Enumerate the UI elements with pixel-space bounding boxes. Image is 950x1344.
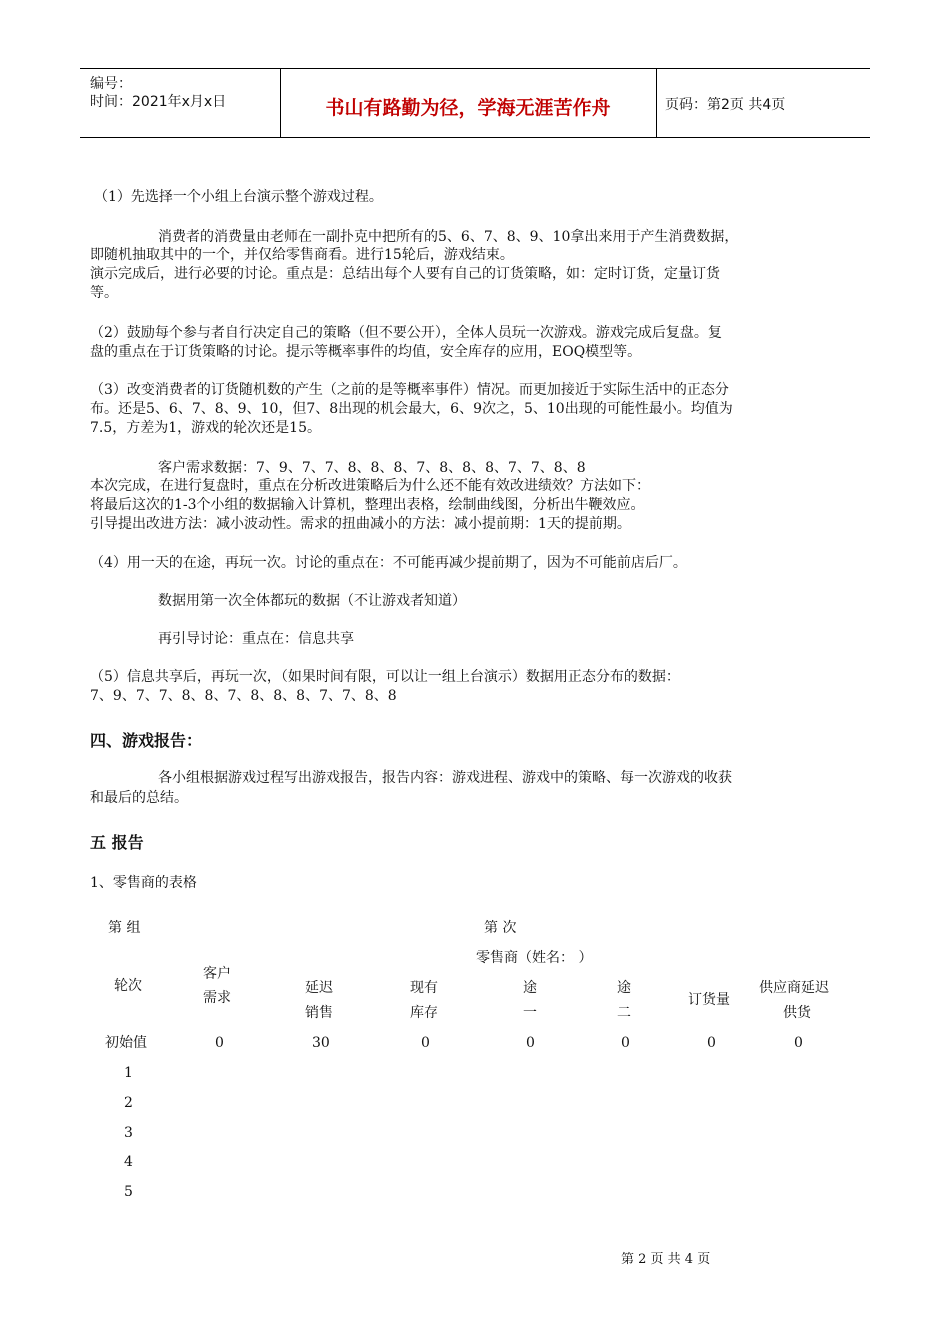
- section-heading-4: 四、游戏报告：: [90, 731, 203, 750]
- page-footer: 第 2 页 共 4 页: [621, 1252, 711, 1267]
- motto: 书山有路勤为径，学海无涯苦作舟: [325, 97, 611, 119]
- paragraph-line: 7.5，方差为1，游戏的轮次还是15。: [90, 420, 321, 436]
- col-header-demand: 客户: [203, 966, 231, 982]
- table-cell: 0: [794, 1035, 803, 1051]
- section-heading-5: 五 报告: [90, 833, 144, 852]
- table-cell: 0: [215, 1035, 224, 1051]
- paragraph-line: 消费者的消费量由老师在一副扑克中把所有的5、6、7、8、9、10拿出来用于产生消费数据，: [158, 229, 739, 245]
- retailer-name-label: 零售商（姓名： ）: [476, 950, 593, 966]
- paragraph-line: 将最后这次的1-3个小组的数据输入计算机，整理出表格，绘制曲线图，分析出牛鞭效应。: [90, 497, 645, 513]
- paragraph-step1: （1）先选择一个小组上台演示整个游戏过程。: [94, 189, 383, 205]
- demand-data-line: 客户需求数据：7、9、7、7、8、8、8、7、8、8、8、7、7、8、8: [158, 460, 586, 476]
- col-header-delayed-sales: 销售: [305, 1005, 333, 1021]
- paragraph-line: 等。: [90, 285, 118, 301]
- paragraph-line: 即随机抽取其中的一个，并仅给零售商看。进行15轮后，游戏结束。: [90, 247, 514, 263]
- paragraph-step5: （5）信息共享后，再玩一次，（如果时间有限，可以让一组上台演示）数据用正态分布的数据：: [90, 669, 680, 685]
- round-number: 3: [124, 1125, 133, 1141]
- paragraph-line: 盘的重点在于订货策略的讨论。提示等概率事件的均值，安全库存的应用，EOQ模型等。: [90, 344, 642, 360]
- round-number: 2: [124, 1095, 133, 1111]
- time-label: 时间：2021年x月x日: [90, 94, 227, 110]
- round-number: 1: [124, 1065, 133, 1081]
- table-cell: 0: [421, 1035, 430, 1051]
- col-header-supplier-delay: 供应商延迟: [759, 980, 829, 996]
- table-cell: 0: [707, 1035, 716, 1051]
- col-header-stock: 库存: [410, 1005, 438, 1021]
- col-header-transit-2: 途: [617, 980, 631, 996]
- header-meta-cell: [80, 69, 281, 137]
- times-label: 第 次: [484, 920, 517, 936]
- paragraph-line: 演示完成后，进行必要的讨论。重点是：总结出每个人要有自己的订货策略，如：定时订货，定量订货: [90, 266, 720, 282]
- paragraph-line: 布。还是5、6、7、8、9、10，但7、8出现的机会最大，6、9次之，5、10出现的可能性最小。均值为: [90, 401, 733, 417]
- col-header-order: 订货量: [688, 992, 730, 1008]
- paragraph-line: 数据用第一次全体都玩的数据（不让游戏者知道）: [158, 593, 466, 609]
- table-cell: 0: [621, 1035, 630, 1051]
- col-header-round: 轮次: [114, 978, 142, 994]
- round-number: 4: [124, 1154, 133, 1170]
- page-header: [80, 68, 870, 138]
- header-page-cell: [657, 69, 870, 137]
- paragraph-line: 各小组根据游戏过程写出游戏报告，报告内容：游戏进程、游戏中的策略、每一次游戏的收获: [158, 770, 732, 786]
- paragraph-step2: （2）鼓励每个参与者自行决定自己的策略（但不要公开），全体人员玩一次游戏。游戏完成后复盘。复: [90, 325, 722, 341]
- paragraph-line: 再引导讨论：重点在：信息共享: [158, 631, 354, 647]
- col-header-supplier-delay: 供货: [783, 1005, 811, 1021]
- paragraph-step4: （4）用一天的在途，再玩一次。讨论的重点在：不可能再减少提前期了，因为不可能前店后厂。: [90, 555, 687, 571]
- page-number-label: 页码：第2页 共4页: [665, 97, 786, 113]
- group-label: 第 组: [108, 920, 141, 936]
- header-motto-cell: [280, 69, 657, 137]
- col-header-stock: 现有: [410, 980, 438, 996]
- col-header-transit-1: 一: [523, 1005, 537, 1021]
- paragraph-line: 本次完成，在进行复盘时，重点在分析改进策略后为什么还不能有效改进绩效？方法如下：: [90, 478, 650, 494]
- table-cell: 0: [526, 1035, 535, 1051]
- table-cell: 30: [312, 1035, 330, 1051]
- col-header-transit-1: 途: [523, 980, 537, 996]
- col-header-demand: 需求: [203, 990, 231, 1006]
- paragraph-line: 和最后的总结。: [90, 790, 188, 806]
- paragraph-line: 引导提出改进方法：减小波动性。需求的扭曲减小的方法：减小提前期：1天的提前期。: [90, 516, 631, 532]
- col-header-transit-2: 二: [617, 1005, 631, 1021]
- table-caption: 1、零售商的表格: [90, 875, 197, 891]
- paragraph-line: 7、9、7、7、8、8、7、8、8、8、7、7、8、8: [90, 688, 397, 704]
- col-header-delayed-sales: 延迟: [305, 980, 333, 996]
- number-label: 编号：: [90, 76, 132, 92]
- table-cell: 初始值: [105, 1035, 147, 1051]
- paragraph-step3: （3）改变消费者的订货随机数的产生（之前的是等概率事件）情况。而更加接近于实际生活中的正态分: [90, 382, 729, 398]
- round-number: 5: [124, 1184, 133, 1200]
